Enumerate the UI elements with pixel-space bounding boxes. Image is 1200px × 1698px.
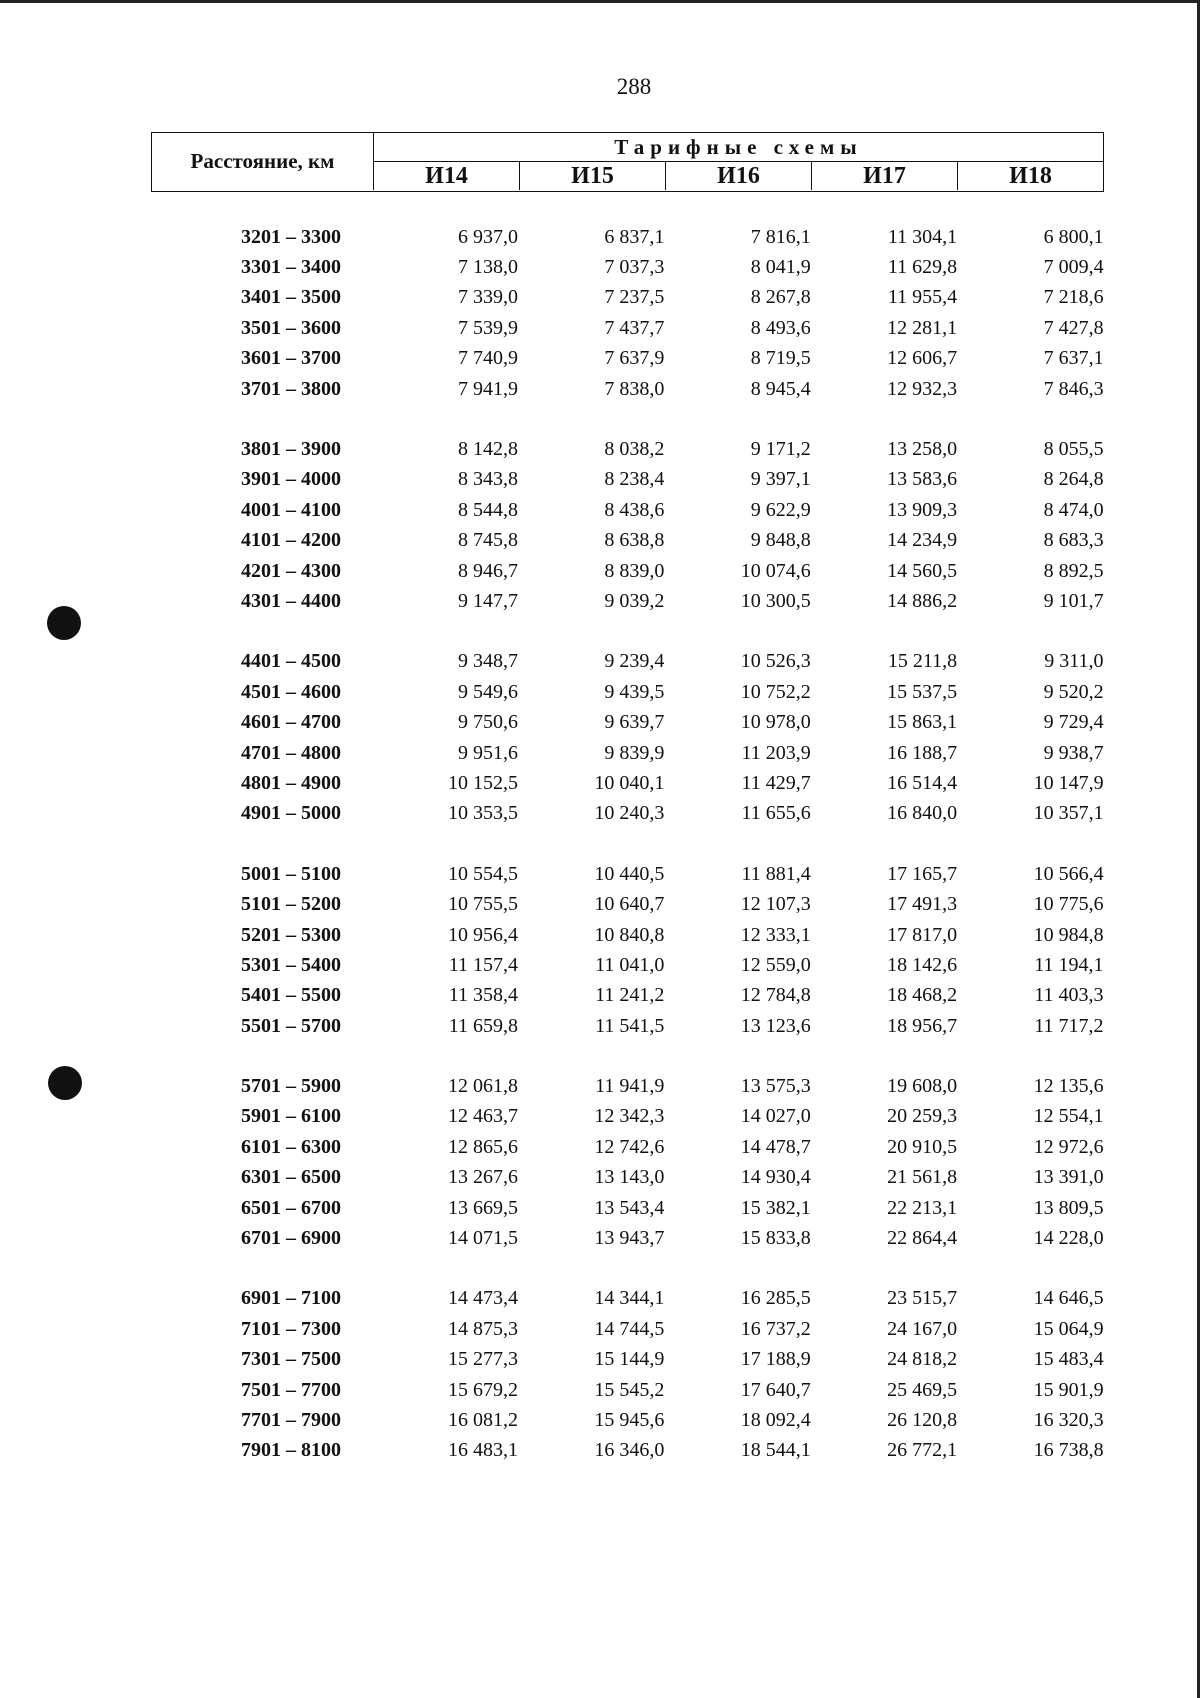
tariff-value: 11 041,0 — [595, 953, 665, 976]
table-row — [151, 920, 1104, 950]
distance-range: 3701 – 3800 — [241, 377, 341, 400]
tariff-value: 10 956,4 — [448, 923, 518, 946]
tariff-value: 14 875,3 — [448, 1317, 518, 1340]
tariff-value: 11 659,8 — [448, 1014, 518, 1037]
tariff-value: 9 839,9 — [604, 741, 665, 764]
distance-range: 4401 – 4500 — [241, 650, 341, 673]
tariff-value: 16 514,4 — [887, 771, 958, 794]
tariff-value: 7 637,9 — [604, 347, 665, 370]
tariff-value: 7 138,0 — [458, 256, 518, 279]
tariff-value: 10 357,1 — [1033, 802, 1104, 825]
tariff-value: 8 745,8 — [458, 529, 518, 552]
tariff-value: 12 972,6 — [1033, 1135, 1104, 1158]
distance-range: 7101 – 7300 — [241, 1317, 341, 1340]
row-group — [151, 859, 1104, 1041]
distance-range: 5001 – 5100 — [241, 862, 341, 885]
tariff-value: 10 752,2 — [740, 680, 811, 703]
tariff-value: 23 515,7 — [887, 1287, 958, 1310]
tariff-value: 11 403,3 — [1034, 984, 1104, 1007]
distance-range: 5701 – 5900 — [241, 1075, 341, 1098]
tariff-value: 13 809,5 — [1033, 1196, 1104, 1219]
table-row — [151, 1405, 1104, 1435]
table-header — [151, 132, 1104, 192]
tariff-value: 14 473,4 — [448, 1287, 518, 1310]
tariff-value: 7 539,9 — [458, 316, 518, 339]
tariff-value: 10 640,7 — [594, 893, 665, 916]
distance-range: 3301 – 3400 — [241, 256, 341, 279]
tariff-value: 15 064,9 — [1033, 1317, 1104, 1340]
tariff-value: 12 784,8 — [740, 984, 811, 1007]
tariff-value: 14 027,0 — [740, 1105, 811, 1128]
tariff-value: 11 358,4 — [448, 984, 518, 1007]
tariff-value: 12 865,6 — [448, 1135, 518, 1158]
distance-range: 5301 – 5400 — [241, 953, 341, 976]
tariff-value: 19 608,0 — [887, 1075, 958, 1098]
distance-range: 5101 – 5200 — [241, 893, 341, 916]
tariff-value: 8 719,5 — [750, 347, 811, 370]
table-row — [151, 1223, 1104, 1253]
distance-range: 4501 – 4600 — [241, 680, 341, 703]
tariff-value: 18 468,2 — [887, 984, 958, 1007]
table-row — [151, 1193, 1104, 1223]
tariff-value: 7 816,1 — [750, 225, 811, 248]
table-row — [151, 738, 1104, 768]
tariff-value: 9 439,5 — [604, 680, 665, 703]
tariff-value: 10 566,4 — [1033, 862, 1104, 885]
distance-range: 5201 – 5300 — [241, 923, 341, 946]
tariff-value: 13 575,3 — [740, 1075, 811, 1098]
tariff-value: 16 346,0 — [594, 1439, 665, 1462]
table-row — [151, 586, 1104, 616]
tariff-value: 12 463,7 — [448, 1105, 518, 1128]
tariff-value: 11 941,9 — [595, 1075, 665, 1098]
tariff-value: 10 300,5 — [740, 589, 811, 612]
tariff-value: 12 333,1 — [740, 923, 811, 946]
row-group — [151, 1284, 1104, 1466]
table-row — [151, 556, 1104, 586]
tariff-value: 7 740,9 — [458, 347, 518, 370]
tariff-value: 7 427,8 — [1043, 316, 1104, 339]
tariff-value: 9 622,9 — [750, 498, 811, 521]
tariff-value: 10 147,9 — [1033, 771, 1104, 794]
tariff-value: 11 955,4 — [887, 286, 958, 309]
tariff-value: 9 397,1 — [750, 468, 811, 491]
tariff-value: 14 234,9 — [887, 529, 958, 552]
header-tariff-schemes: Тарифные схемы — [374, 133, 1103, 162]
tariff-value: 9 520,2 — [1043, 680, 1104, 703]
distance-range: 3801 – 3900 — [241, 438, 341, 461]
table-row — [151, 677, 1104, 707]
tariff-value: 8 142,8 — [458, 438, 518, 461]
table-row — [151, 1314, 1104, 1344]
tariff-value: 13 258,0 — [887, 438, 958, 461]
tariff-value: 12 342,3 — [594, 1105, 665, 1128]
header-col-i15: И15 — [520, 162, 666, 190]
row-group — [151, 434, 1104, 616]
tariff-value: 8 683,3 — [1043, 529, 1104, 552]
tariff-value: 9 938,7 — [1043, 741, 1104, 764]
tariff-value: 17 165,7 — [887, 862, 958, 885]
tariff-value: 7 009,4 — [1043, 256, 1104, 279]
tariff-value: 21 561,8 — [887, 1166, 958, 1189]
distance-range: 3601 – 3700 — [241, 347, 341, 370]
tariff-value: 15 483,4 — [1033, 1348, 1104, 1371]
page-number: 288 — [616, 74, 652, 99]
distance-range: 6101 – 6300 — [241, 1135, 341, 1158]
scan-edge-top — [0, 0, 1200, 3]
distance-range: 7701 – 7900 — [241, 1408, 341, 1431]
tariff-value: 15 211,8 — [887, 650, 958, 673]
tariff-value: 11 157,4 — [448, 953, 518, 976]
tariff-value: 17 491,3 — [887, 893, 958, 916]
tariff-value: 10 755,5 — [448, 893, 518, 916]
table-row — [151, 1011, 1104, 1041]
tariff-value: 16 483,1 — [448, 1439, 518, 1462]
tariff-value: 10 526,3 — [740, 650, 811, 673]
header-col-i16: И16 — [666, 162, 812, 190]
tariff-value: 13 909,3 — [887, 498, 958, 521]
row-group — [151, 647, 1104, 829]
tariff-value: 13 123,6 — [740, 1014, 811, 1037]
tariff-value: 8 055,5 — [1043, 438, 1104, 461]
distance-range: 7301 – 7500 — [241, 1348, 341, 1371]
tariff-value: 8 038,2 — [604, 438, 665, 461]
table-row — [151, 768, 1104, 798]
tariff-value: 26 120,8 — [887, 1408, 958, 1431]
tariff-value: 10 984,8 — [1033, 923, 1104, 946]
tariff-value: 12 281,1 — [887, 316, 958, 339]
punch-hole — [47, 606, 81, 640]
tariff-value: 8 946,7 — [458, 559, 518, 582]
distance-range: 4901 – 5000 — [241, 802, 341, 825]
tariff-value: 14 344,1 — [594, 1287, 665, 1310]
tariff-value: 9 348,7 — [458, 650, 518, 673]
tariff-value: 16 738,8 — [1033, 1439, 1104, 1462]
row-group — [151, 1071, 1104, 1253]
tariff-value: 12 061,8 — [448, 1075, 518, 1098]
tariff-value: 20 259,3 — [887, 1105, 958, 1128]
table-row — [151, 1436, 1104, 1466]
distance-range: 4801 – 4900 — [241, 771, 341, 794]
tariff-value: 8 892,5 — [1043, 559, 1104, 582]
table-row — [151, 647, 1104, 677]
distance-range: 5501 – 5700 — [241, 1014, 341, 1037]
tariff-value: 8 544,8 — [458, 498, 518, 521]
tariff-value: 15 679,2 — [448, 1378, 518, 1401]
tariff-value: 10 978,0 — [740, 711, 811, 734]
tariff-value: 13 143,0 — [594, 1166, 665, 1189]
tariff-value: 9 171,2 — [750, 438, 811, 461]
tariff-value: 14 930,4 — [740, 1166, 811, 1189]
table-row — [151, 465, 1104, 495]
tariff-value: 7 237,5 — [604, 286, 665, 309]
distance-range: 4301 – 4400 — [241, 589, 341, 612]
tariff-value: 7 037,3 — [604, 256, 665, 279]
tariff-value: 9 147,7 — [458, 589, 518, 612]
tariff-value: 14 071,5 — [448, 1227, 518, 1250]
tariff-value: 8 264,8 — [1043, 468, 1104, 491]
tariff-value: 7 637,1 — [1043, 347, 1104, 370]
tariff-value: 12 107,3 — [740, 893, 811, 916]
tariff-value: 10 040,1 — [594, 771, 665, 794]
tariff-value: 11 881,4 — [741, 862, 811, 885]
table-row — [151, 526, 1104, 556]
table-row — [151, 313, 1104, 343]
distance-range: 3501 – 3600 — [241, 316, 341, 339]
distance-range: 7501 – 7700 — [241, 1378, 341, 1401]
table-row — [151, 981, 1104, 1011]
tariff-value: 6 837,1 — [604, 225, 665, 248]
tariff-value: 8 238,4 — [604, 468, 665, 491]
row-group — [151, 222, 1104, 404]
tariff-value: 15 901,9 — [1033, 1378, 1104, 1401]
tariff-value: 11 655,6 — [741, 802, 811, 825]
tariff-value: 7 339,0 — [458, 286, 518, 309]
tariff-value: 18 956,7 — [887, 1014, 958, 1037]
table-row — [151, 799, 1104, 829]
distance-range: 4701 – 4800 — [241, 741, 341, 764]
tariff-value: 11 304,1 — [887, 225, 958, 248]
tariff-value: 8 343,8 — [458, 468, 518, 491]
table-row — [151, 859, 1104, 889]
table-row — [151, 495, 1104, 525]
tariff-value: 11 203,9 — [741, 741, 811, 764]
header-col-i14: И14 — [374, 162, 520, 190]
tariff-value: 15 382,1 — [740, 1196, 811, 1219]
tariff-value: 7 218,6 — [1043, 286, 1104, 309]
tariff-value: 9 750,6 — [458, 711, 518, 734]
table-row — [151, 1132, 1104, 1162]
tariff-value: 15 144,9 — [594, 1348, 665, 1371]
tariff-value: 15 863,1 — [887, 711, 958, 734]
tariff-value: 13 391,0 — [1033, 1166, 1104, 1189]
tariff-value: 12 554,1 — [1033, 1105, 1104, 1128]
header-col-i17: И17 — [812, 162, 958, 190]
tariff-value: 17 817,0 — [887, 923, 958, 946]
tariff-value: 16 285,5 — [740, 1287, 811, 1310]
tariff-value: 18 544,1 — [740, 1439, 811, 1462]
tariff-value: 8 474,0 — [1043, 498, 1104, 521]
distance-range: 6901 – 7100 — [241, 1287, 341, 1310]
tariff-value: 10 240,3 — [594, 802, 665, 825]
tariff-value: 22 213,1 — [887, 1196, 958, 1219]
tariff-value: 14 646,5 — [1033, 1287, 1104, 1310]
table-row — [151, 1345, 1104, 1375]
tariff-value: 13 267,6 — [448, 1166, 518, 1189]
tariff-value: 14 744,5 — [594, 1317, 665, 1340]
distance-range: 4601 – 4700 — [241, 711, 341, 734]
tariff-value: 7 838,0 — [604, 377, 665, 400]
header-col-i18: И18 — [1009, 162, 1052, 189]
punch-hole — [48, 1066, 82, 1100]
tariff-value: 16 840,0 — [887, 802, 958, 825]
tariff-value: 13 583,6 — [887, 468, 958, 491]
tariff-value: 15 537,5 — [887, 680, 958, 703]
tariff-value: 7 437,7 — [604, 316, 665, 339]
tariff-value: 14 228,0 — [1033, 1227, 1104, 1250]
tariff-value: 13 943,7 — [594, 1227, 665, 1250]
tariff-value: 8 041,9 — [750, 256, 811, 279]
tariff-value: 25 469,5 — [887, 1378, 958, 1401]
tariff-value: 14 560,5 — [887, 559, 958, 582]
tariff-value: 20 910,5 — [887, 1135, 958, 1158]
distance-range: 3201 – 3300 — [241, 225, 341, 248]
tariff-value: 15 277,3 — [448, 1348, 518, 1371]
table-row — [151, 374, 1104, 404]
tariff-value: 8 438,6 — [604, 498, 665, 521]
header-columns — [374, 162, 1103, 190]
tariff-value: 12 742,6 — [594, 1135, 665, 1158]
table-row — [151, 1071, 1104, 1101]
table-row — [151, 1284, 1104, 1314]
tariff-value: 12 559,0 — [740, 953, 811, 976]
tariff-value: 11 194,1 — [1034, 953, 1104, 976]
tariff-value: 7 941,9 — [458, 377, 518, 400]
tariff-value: 12 135,6 — [1033, 1075, 1104, 1098]
tariff-value: 17 640,7 — [740, 1378, 811, 1401]
table-body — [151, 222, 1104, 1496]
tariff-value: 16 081,2 — [448, 1408, 518, 1431]
tariff-value: 9 639,7 — [604, 711, 665, 734]
table-row — [151, 889, 1104, 919]
distance-range: 3401 – 3500 — [241, 286, 341, 309]
distance-range: 6701 – 6900 — [241, 1227, 341, 1250]
tariff-value: 22 864,4 — [887, 1227, 958, 1250]
table-row — [151, 1102, 1104, 1132]
tariff-value: 11 541,5 — [595, 1014, 665, 1037]
tariff-value: 18 142,6 — [887, 953, 958, 976]
distance-range: 6301 – 6500 — [241, 1166, 341, 1189]
tariff-value: 12 606,7 — [887, 347, 958, 370]
tariff-value: 10 152,5 — [448, 771, 518, 794]
distance-range: 4001 – 4100 — [241, 498, 341, 521]
tariff-value: 6 937,0 — [458, 225, 518, 248]
table-row — [151, 222, 1104, 252]
tariff-value: 12 932,3 — [887, 377, 958, 400]
table-row — [151, 252, 1104, 282]
tariff-value: 18 092,4 — [740, 1408, 811, 1431]
table-row — [151, 707, 1104, 737]
distance-range: 5901 – 6100 — [241, 1105, 341, 1128]
tariff-value: 7 846,3 — [1043, 377, 1104, 400]
tariff-value: 24 167,0 — [887, 1317, 958, 1340]
tariff-value: 24 818,2 — [887, 1348, 958, 1371]
tariff-value: 17 188,9 — [740, 1348, 811, 1371]
tariff-value: 8 267,8 — [750, 286, 811, 309]
tariff-value: 16 737,2 — [740, 1317, 811, 1340]
tariff-value: 15 945,6 — [594, 1408, 665, 1431]
table-row — [151, 950, 1104, 980]
tariff-value: 9 039,2 — [604, 589, 665, 612]
tariff-value: 9 951,6 — [458, 741, 518, 764]
tariff-value: 10 074,6 — [740, 559, 811, 582]
tariff-value: 9 549,6 — [458, 680, 518, 703]
tariff-value: 9 848,8 — [750, 529, 811, 552]
table-row — [151, 1375, 1104, 1405]
distance-range: 4101 – 4200 — [241, 529, 341, 552]
distance-range: 7901 – 8100 — [241, 1439, 341, 1462]
table-row — [151, 434, 1104, 464]
tariff-value: 16 188,7 — [887, 741, 958, 764]
table-row — [151, 283, 1104, 313]
tariff-value: 15 833,8 — [740, 1227, 811, 1250]
tariff-value: 14 478,7 — [740, 1135, 811, 1158]
tariff-value: 13 543,4 — [594, 1196, 665, 1219]
tariff-value: 14 886,2 — [887, 589, 958, 612]
tariff-value: 11 429,7 — [741, 771, 811, 794]
header-distance: Расстояние, км — [152, 133, 374, 190]
table-row — [151, 344, 1104, 374]
tariff-value: 9 311,0 — [1044, 650, 1104, 673]
distance-range: 3901 – 4000 — [241, 468, 341, 491]
tariff-value: 26 772,1 — [887, 1439, 958, 1462]
tariff-value: 10 353,5 — [448, 802, 518, 825]
tariff-value: 10 440,5 — [594, 862, 665, 885]
tariff-value: 6 800,1 — [1043, 225, 1104, 248]
table-row — [151, 1163, 1104, 1193]
tariff-value: 15 545,2 — [594, 1378, 665, 1401]
distance-range: 5401 – 5500 — [241, 984, 341, 1007]
tariff-value: 13 669,5 — [448, 1196, 518, 1219]
tariff-value: 10 840,8 — [594, 923, 665, 946]
tariff-value: 10 775,6 — [1033, 893, 1104, 916]
distance-range: 6501 – 6700 — [241, 1196, 341, 1219]
tariff-value: 16 320,3 — [1033, 1408, 1104, 1431]
tariff-value: 9 239,4 — [604, 650, 665, 673]
tariff-value: 8 945,4 — [750, 377, 811, 400]
tariff-value: 8 493,6 — [750, 316, 811, 339]
tariff-value: 8 839,0 — [604, 559, 665, 582]
tariff-value: 9 729,4 — [1043, 711, 1104, 734]
tariff-value: 11 629,8 — [887, 256, 958, 279]
tariff-value: 10 554,5 — [448, 862, 518, 885]
distance-range: 4201 – 4300 — [241, 559, 341, 582]
tariff-value: 11 717,2 — [1034, 1014, 1104, 1037]
tariff-value: 9 101,7 — [1043, 589, 1104, 612]
tariff-value: 11 241,2 — [595, 984, 665, 1007]
tariff-value: 8 638,8 — [604, 529, 665, 552]
